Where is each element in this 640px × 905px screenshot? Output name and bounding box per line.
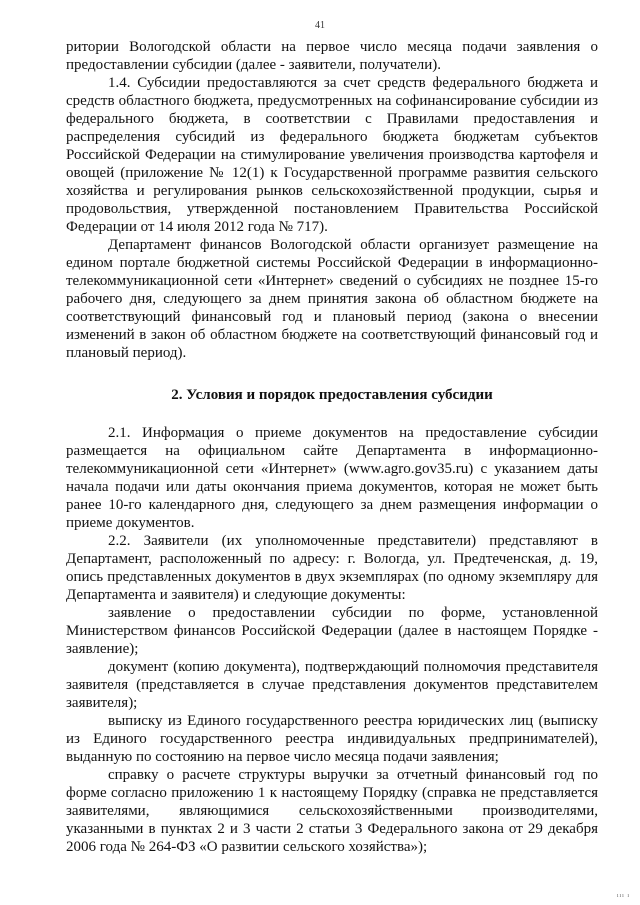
document-body: [66, 38, 598, 856]
paragraph-2-2: 2.2. Заявители (их уполномоченные представители) представляют в Департамент, расположенный по адресу: г. Вологда, ул. Предтеченская, д. 19, опись представленных документов в двух экземплярах (по одному экземпляру для Департамента и заявителя) и следующие документы:: [66, 533, 598, 603]
list-item-revenue-certificate: справку о расчете структуры выручки за отчетный финансовый год по форме согласно приложению 1 к настоящему Порядку (справка не представляется заявителями, являющимися сельскохозяйственными производителями, указанными в пунктах 2 и 3 части 2 статьи 3 Федерального закона от 29 декабря 2006 года № 264-ФЗ «О развитии сельского хозяйства»);: [66, 767, 598, 855]
paragraph-finance-department: Департамент финансов Вологодской области организует размещение на едином портале бюджетной системы Российской Федерации в информационно-телекоммуникационной сети «Интернет» сведений о субсидиях не позднее 15-го рабочего дня, следующего за днем принятия закона об областном бюджете на соответствующий финансовый год и плановый период (закона о внесении изменений в закон об областном бюджете на соответствующий финансовый год и плановый период).: [66, 237, 598, 361]
page-number: 41: [315, 20, 325, 31]
list-item-registry-extract: выписку из Единого государственного реестра юридических лиц (выписку из Единого государственного реестра индивидуальных предпринимателей), выданную по состоянию на первое число месяца подачи заявления;: [66, 713, 598, 765]
paragraph-2-1: 2.1. Информация о приеме документов на предоставление субсидии размещается на официальном сайте Департамента в информационно-телекоммуникационной сети «Интернет» (www.agro.gov35.ru) с указанием даты начала подачи или даты окончания приема документов, которая не может быть ранее 10-го календарного дня, следующего за днем размещения информации о приеме документов.: [66, 425, 598, 531]
section-heading: 2. Условия и порядок предоставления субсидии: [171, 387, 493, 403]
list-item-authority-document: документ (копию документа), подтверждающий полномочия представителя заявителя (представляется в случае представления документов представителем заявителя);: [66, 659, 598, 711]
list-item-application: заявление о предоставлении субсидии по форме, установленной Министерством финансов Российской Федерации (далее в настоящем Порядке - заявление);: [66, 605, 598, 657]
paragraph-1-4: 1.4. Субсидии предоставляются за счет средств федерального бюджета и средств областного бюджета, предусмотренных на софинансирование субсидии из федерального бюджета, в соответствии с Правилами предоставления и распределения субсидий из федерального бюджета бюджетам субъектов Российской Федерации на стимулирование увеличения производства картофеля и овощей (приложение № 12(1) к Государственной программе развития сельского хозяйства и регулирования рынков сельскохозяйственной продукции, сырья и продовольствия, утвержденной постановлением Правительства Российской Федерации от 14 июля 2012 года № 717).: [66, 75, 598, 235]
paragraph-continuation: ритории Вологодской области на первое число месяца подачи заявления о предоставлении субсидии (далее - заявители, получатели).: [66, 39, 598, 73]
scan-mark: ııı ı: [616, 893, 630, 899]
